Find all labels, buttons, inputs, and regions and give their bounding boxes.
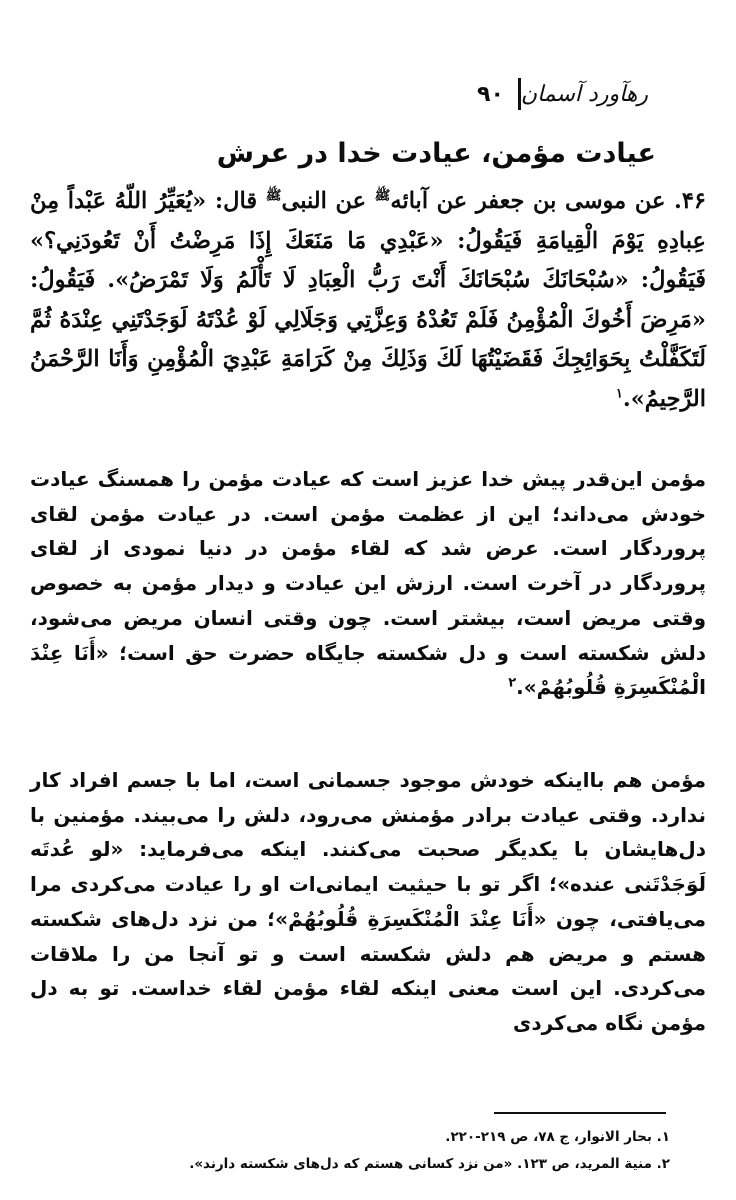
hadith-number: ۴۶. (674, 188, 707, 214)
section-title: عیادت مؤمن، عیادت خدا در عرش (216, 138, 656, 169)
running-title: رهآورد آسمان (520, 81, 648, 107)
footnote: ۲. منیة المرید، ص ۱۲۳. «من نزد کسانی هستم که دل‌های شکسته دارند». (189, 1156, 670, 1172)
hadith-qala: قال: (214, 188, 258, 214)
footnote-ref: ۱ (615, 386, 623, 401)
hadith-intro-cont: عن النبی (281, 188, 367, 214)
paragraph-text: مؤمن این‌قدر پیش خدا عزیز است که عیادت مؤمن را همسنگ عیادت خودش می‌داند؛ این از عظمت مؤمن است. در عیادت مؤمن لقای پروردگار است. عرض شد که لقاء مؤمن در دنیا نمودی از لقای پروردگار در آخرت است. ارزش این عیادت و دیدار مؤمن به خصوص وقتی مریض است، بیشتر است. چون وقتی انسان مریض می‌شود، دلش شکسته است و دل شکسته جایگاه حضرت حق است؛ «أَنَا عِنْدَ الْمُنْكَسِرَةِ قُلُوبُهُمْ». (30, 467, 706, 700)
paragraph-text: مؤمن هم بااینکه خودش موجود جسمانی است، اما با جسم افراد کار ندارد. وقتی عیادت برادر مؤمنش می‌رود، دلش را می‌بیند. مؤمنین با دل‌هایشان با یکدیگر صحبت می‌کنند. اینکه می‌فرماید: «لو عُدتَه لَوَجَدْتَنی عنده»؛ اگر تو با حیثیت ایمانی‌ات او را عیادت می‌کردی مرا می‌یافتی، چون «أَنَا عِنْدَ الْمُنْكَسِرَةِ قُلُوبُهُمْ»؛ من نزد دل‌های شکسته هستم و مریض هم دلش شکسته است و تو آنجا من را ملاقات می‌کردی. این است معنی اینکه لقاء مؤمن لقاء خداست. تو به دل مؤمن نگاه می‌کردی (30, 768, 706, 1035)
page-header (463, 78, 648, 110)
hadith-block (30, 182, 706, 419)
paragraph (30, 462, 706, 705)
hadith-intro: عن موسی بن جعفر عن آبائه (390, 188, 666, 214)
hadith-text: «یُعَیِّرُ اللّهُ عَبْداً مِنْ عِبادِهِ یَوْمَ الْقِیامَةِ فَیَقُولُ: «عَبْدِي مَا مَنَعَكَ إِذَا مَرِضْتُ أَنْ تَعُودَنِي؟» فَیَقُولُ: «سُبْحَانَكَ سُبْحَانَكَ أَنْتَ رَبُّ الْعِبَادِ لَا تَأْلَمُ وَلَا تَمْرَضُ». فَیَقُولُ: «مَرِضَ أَخُوكَ الْمُؤْمِنُ فَلَمْ تَعُدْهُ وَعِزَّتِي وَجَلَالِي لَوْ عُدْتَهُ لَوَجَدْتَنِي عِنْدَهُ ثُمَّ لَتَكَفَّلْتُ بِحَوَائِجِكَ فَقَضَيْتُهَا لَكَ وَذَلِكَ مِنْ كَرَامَةِ عَبْدِيَ الْمُؤْمِنِ وَأَنَا الرَّحْمَنُ الرَّحِیمُ». (30, 188, 706, 412)
footnotes (70, 1124, 670, 1178)
header-divider (518, 78, 521, 110)
paragraph (30, 763, 706, 1041)
footnote-ref: ۲ (508, 675, 517, 691)
page-number: ۹۰ (477, 81, 504, 107)
honorific-mark: ﷺ (374, 188, 391, 204)
honorific-mark: ﷺ (265, 188, 282, 204)
footnote: ۱. بحار الانوار، ج ۷۸، ص ۲۱۹-۲۲۰. (445, 1129, 670, 1145)
footnote-divider (494, 1112, 666, 1114)
